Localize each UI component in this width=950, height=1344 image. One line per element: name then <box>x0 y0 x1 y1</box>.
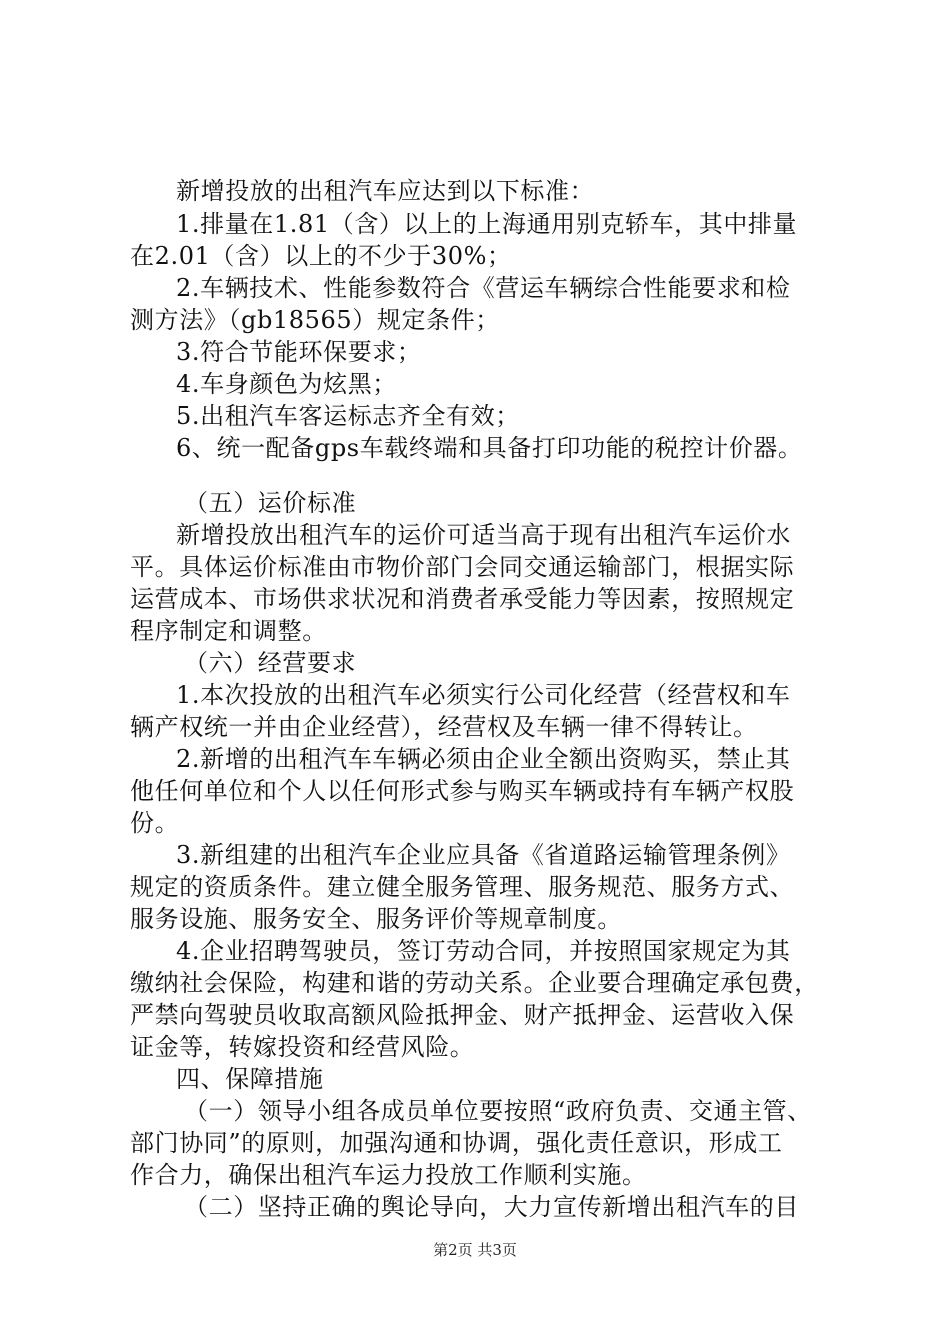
text-line: 严禁向驾驶员收取高额风险抵押金、财产抵押金、运营收入保 <box>130 1001 795 1029</box>
section-heading: （五）运价标准 <box>184 489 357 517</box>
text-line: 辆产权统一并由企业经营），经营权及车辆一律不得转让。 <box>130 713 758 741</box>
text-line: 2.新增的出租汽车车辆必须由企业全额出资购买，禁止其 <box>176 745 791 773</box>
text-line: 部门协同”的原则，加强沟通和协调，强化责任意识，形成工 <box>130 1129 783 1157</box>
text-line: （二）坚持正确的舆论导向，大力宣传新增出租汽车的目 <box>184 1193 799 1221</box>
page-footer: 第2页 共3页 <box>433 1241 517 1259</box>
text-line: 份。 <box>130 809 180 837</box>
text-line: 3.符合节能环保要求； <box>176 338 422 366</box>
text-line: 1.本次投放的出租汽车必须实行公司化经营（经营权和车 <box>176 681 791 709</box>
text-line: 2.车辆技术、性能参数符合《营运车辆综合性能要求和检 <box>176 274 791 302</box>
text-line: 证金等，转嫁投资和经营风险。 <box>130 1033 475 1061</box>
text-line: 在2.01（含）以上的不少于30%； <box>130 242 512 270</box>
section-heading: 四、保障措施 <box>176 1065 324 1093</box>
text-line: 新增投放的出租汽车应达到以下标准： <box>176 177 595 205</box>
text-line: 6、统一配备gps车载终端和具备打印功能的税控计价器。 <box>176 434 803 462</box>
section-heading: （六）经营要求 <box>184 649 357 677</box>
text-line: 5.出租汽车客运标志齐全有效； <box>176 402 520 430</box>
text-line: 1.排量在1.81（含）以上的上海通用别克轿车，其中排量 <box>176 210 798 238</box>
text-line: 新增投放出租汽车的运价可适当高于现有出租汽车运价水 <box>176 521 791 549</box>
text-line: 4.车身颜色为炫黑； <box>176 370 397 398</box>
text-line: 平。具体运价标准由市物价部门会同交通运输部门，根据实际 <box>130 553 795 581</box>
text-line: 服务设施、服务安全、服务评价等规章制度。 <box>130 905 622 933</box>
text-line: 测方法》（gb18565）规定条件； <box>130 306 500 334</box>
text-line: 程序制定和调整。 <box>130 617 327 645</box>
text-line: 3.新组建的出租汽车企业应具备《省道路运输管理条例》 <box>176 841 791 869</box>
text-line: 规定的资质条件。建立健全服务管理、服务规范、服务方式、 <box>130 873 795 901</box>
text-line: 他任何单位和个人以任何形式参与购买车辆或持有车辆产权股 <box>130 777 795 805</box>
text-line: 4.企业招聘驾驶员，签订劳动合同，并按照国家规定为其 <box>176 937 791 965</box>
text-line: （一）领导小组各成员单位要按照“政府负责、交通主管、 <box>184 1097 812 1125</box>
text-line: 缴纳社会保险，构建和谐的劳动关系。企业要合理确定承包费， <box>130 969 819 997</box>
text-line: 作合力，确保出租汽车运力投放工作顺利实施。 <box>130 1161 647 1189</box>
text-line: 运营成本、市场供求状况和消费者承受能力等因素，按照规定 <box>130 585 795 613</box>
